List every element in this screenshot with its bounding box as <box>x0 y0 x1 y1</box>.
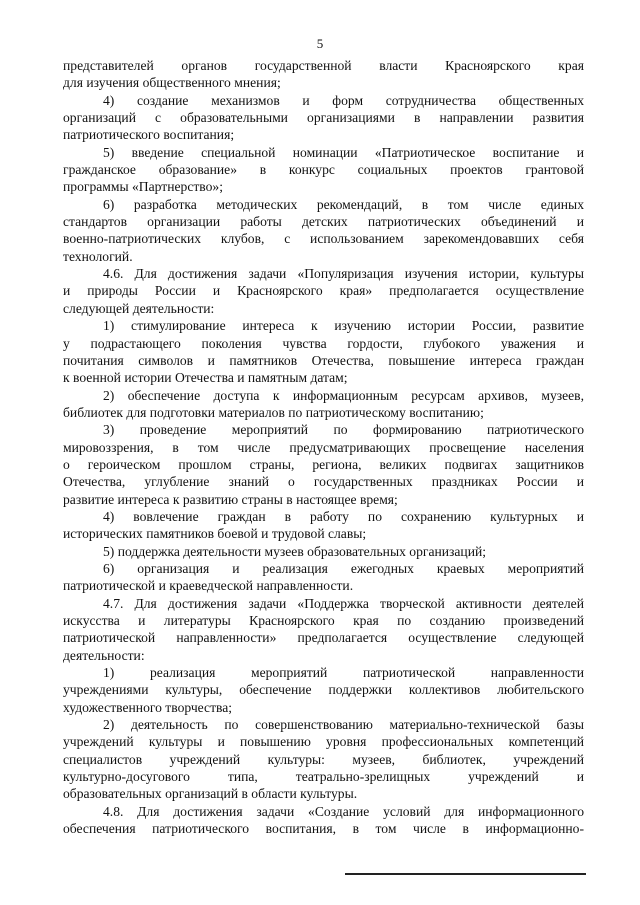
text-line: 4) вовлечение граждан в работу по сохранению культурных и <box>103 508 584 524</box>
text-line: исторических памятников боевой и трудовой славы; <box>63 526 367 542</box>
text-line: стандартов организации работы детских патриотических объединений и <box>63 214 584 230</box>
text-line: о героическом прошлом страны, региона, великих подвигах защитников <box>63 456 584 472</box>
text-line: гражданское образование» в конкурс социальных проектов грантовой <box>63 162 584 178</box>
text-line: для изучения общественного мнения; <box>63 75 281 91</box>
text-line: специалистов учреждений культуры: музеев, библиотек, учреждений <box>63 751 584 767</box>
text-line: почитания символов и памятников Отечества, повышение интереса граждан <box>63 352 584 368</box>
text-line: патриотической и краеведческой направленности. <box>63 578 354 594</box>
text-line: 1) реализация мероприятий патриотической направленности <box>103 665 584 681</box>
text-line: организаций с образовательными организациями в направлении развития <box>63 110 584 126</box>
text-line: культурно-досугового типа, театрально-зрелищных учреждений и <box>63 769 584 785</box>
text-line: обеспечения патриотического воспитания, в том числе в информационно- <box>63 821 584 837</box>
text-line: и природы России и Красноярского края» предполагается осуществление <box>63 283 584 299</box>
text-line: 2) обеспечение доступа к информационным ресурсам архивов, музеев, <box>103 387 584 403</box>
text-line: учреждениями культуры, обеспечение поддержки коллективов любительского <box>63 682 584 698</box>
text-line: патриотического воспитания; <box>63 127 235 143</box>
text-line: художественного творчества; <box>63 699 233 715</box>
text-line: технологий. <box>63 248 133 264</box>
text-line: деятельности: <box>63 647 145 663</box>
text-line: 6) организация и реализация ежегодных краевых мероприятий <box>103 560 584 576</box>
text-line: 1) стимулирование интереса к изучению истории России, развитие <box>103 318 584 334</box>
text-line: 4) создание механизмов и форм сотрудничества общественных <box>103 92 584 108</box>
text-line: 5) поддержка деятельности музеев образовательных организаций; <box>103 543 487 559</box>
text-line: у подрастающего поколения чувства гордости, глубокого уважения и <box>63 335 584 351</box>
text-line: 5) введение специальной номинации «Патриотическое воспитание и <box>103 144 584 160</box>
text-line: развитие интереса к развитию страны в настоящее время; <box>63 491 398 507</box>
text-line: искусства и литературы Красноярского края по созданию произведений <box>63 613 584 628</box>
text-line: 3) проведение мероприятий по формированию патриотического <box>103 422 584 438</box>
document-body <box>63 57 584 837</box>
text-line: образовательных организаций в области культуры. <box>63 786 358 802</box>
text-line: представителей органов государственной власти Красноярского края <box>63 58 584 73</box>
text-line: 4.8. Для достижения задачи «Создание условий для информационного <box>103 803 584 819</box>
footer-rule <box>345 873 586 875</box>
text-line: 6) разработка методических рекомендаций, в том числе единых <box>103 196 584 212</box>
text-line: учреждений культуры и повышению уровня профессиональных компетенций <box>63 734 584 750</box>
text-line: 2) деятельность по совершенствованию материально-технической базы <box>103 717 584 733</box>
page-number: 5 <box>316 36 324 51</box>
text-line: программы «Партнерство»; <box>63 179 223 195</box>
text-line: мировоззрения, в том числе предусматривающих просвещение населения <box>63 439 584 455</box>
text-line: патриотической направленности» предполагается осуществление следующей <box>63 630 584 646</box>
text-line: военно-патриотических клубов, с использованием зарекомендовавших себя <box>63 231 584 247</box>
text-line: следующей деятельности: <box>63 300 215 316</box>
text-line: 4.6. Для достижения задачи «Популяризация изучения истории, культуры <box>103 266 584 282</box>
text-line: Отечества, углубление знаний о государственных праздниках России и <box>63 474 584 490</box>
text-line: 4.7. Для достижения задачи «Поддержка творческой активности деятелей <box>103 595 584 611</box>
text-line: библиотек для подготовки материалов по патриотическому воспитанию; <box>63 404 484 420</box>
text-line: к военной истории Отечества и памятным датам; <box>63 370 348 386</box>
